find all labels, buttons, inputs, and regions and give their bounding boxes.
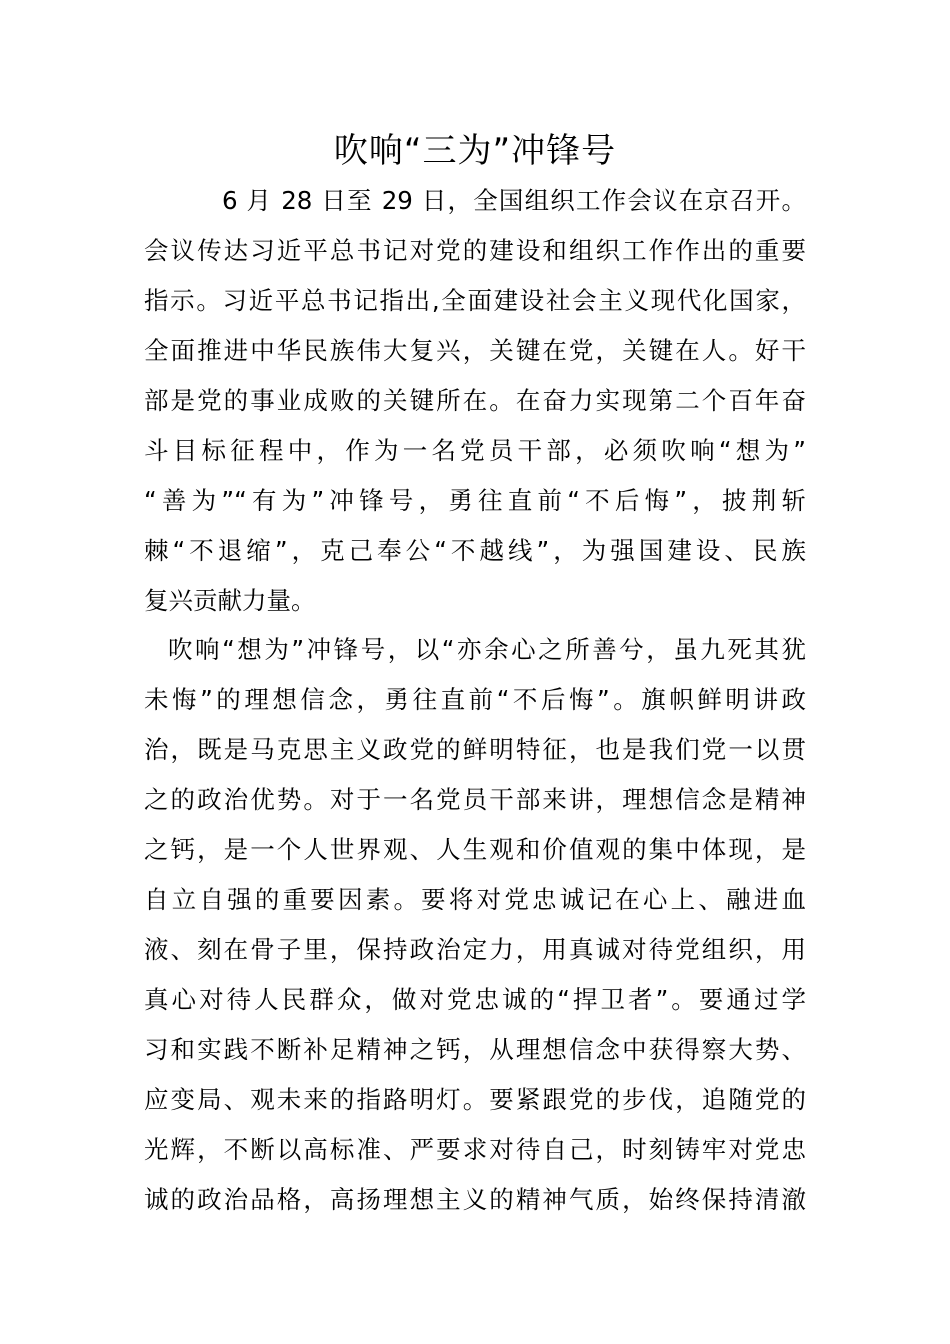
paragraph-line: 习和实践不断补足精神之钙，从理想信念中获得察大势、 <box>144 1035 806 1064</box>
paragraph-line: 之的政治优势。对于一名党员干部来讲，理想信念是精神 <box>144 785 806 814</box>
paragraph-line: 液、刻在骨子里，保持政治定力，用真诚对待党组织，用 <box>144 935 806 964</box>
paragraph-line: 6 月 28 日至 29 日，全国组织工作会议在京召开。 <box>222 186 806 215</box>
paragraph-line: 斗目标征程中，作为一名党员干部，必须吹响“想为” <box>144 436 806 465</box>
paragraph-line: 诚的政治品格，高扬理想主义的精神气质，始终保持清澈 <box>144 1185 806 1214</box>
paragraph-line: 应变局、观未来的指路明灯。要紧跟党的步伐，追随党的 <box>144 1085 806 1114</box>
paragraph-line: “善为”“有为”冲锋号，勇往直前“不后悔”，披荆斩 <box>144 486 806 515</box>
paragraph-line: 自立自强的重要因素。要将对党忠诚记在心上、融进血 <box>144 885 806 914</box>
paragraph-line: 吹响“想为”冲锋号，以“亦余心之所善兮，虽九死其犹 <box>168 635 806 664</box>
paragraph-line: 之钙，是一个人世界观、人生观和价值观的集中体现，是 <box>144 835 806 864</box>
paragraph-line: 复兴贡献力量。 <box>144 586 316 615</box>
document-title: 吹响“三为”冲锋号 <box>333 131 617 171</box>
paragraph-line: 会议传达习近平总书记对党的建设和组织工作作出的重要 <box>144 236 806 265</box>
paragraph-line: 棘“不退缩”，克己奉公“不越线”，为强国建设、民族 <box>144 536 806 565</box>
paragraph-line: 指示。习近平总书记指出,全面建设社会主义现代化国家， <box>144 286 806 315</box>
paragraph-line: 真心对待人民群众，做对党忠诚的“捍卫者”。要通过学 <box>144 985 806 1014</box>
paragraph-line: 治，既是马克思主义政党的鲜明特征，也是我们党一以贯 <box>144 735 806 764</box>
paragraph-line: 光辉，不断以高标准、严要求对待自己，时刻铸牢对党忠 <box>144 1135 806 1164</box>
paragraph-line: 部是党的事业成败的关键所在。在奋力实现第二个百年奋 <box>144 386 806 415</box>
paragraph-line: 全面推进中华民族伟大复兴，关键在党，关键在人。好干 <box>144 336 806 365</box>
paragraph-line: 未悔”的理想信念，勇往直前“不后悔”。旗帜鲜明讲政 <box>144 685 806 714</box>
